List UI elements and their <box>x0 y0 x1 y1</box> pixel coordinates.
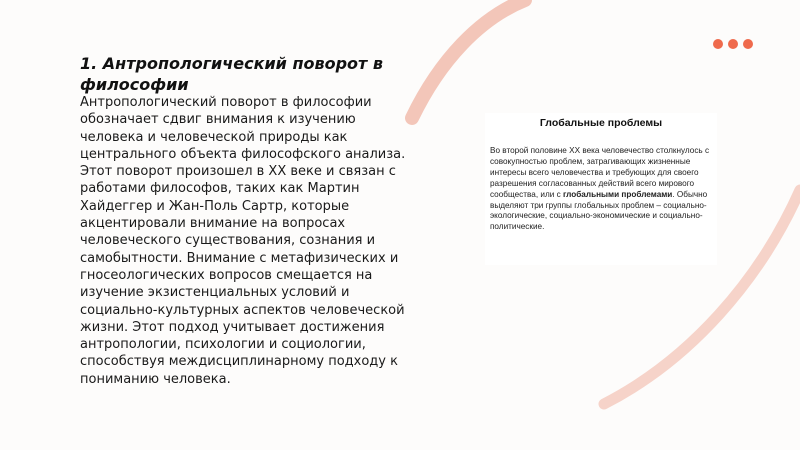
image-heading: Глобальные проблемы <box>539 117 663 129</box>
image-paragraph <box>490 146 710 233</box>
menu-dots <box>713 39 753 49</box>
top-arc <box>412 0 525 118</box>
dot-icon <box>743 39 753 49</box>
embedded-text-image <box>485 113 717 265</box>
slide-title: 1. Антропологический поворот в философии <box>80 54 384 94</box>
image-text-part2: . Обычно выделяют три группы глобальных проблем – социально-экологические, социально-экономические и социально-политические. <box>490 189 708 232</box>
dot-icon <box>728 39 738 49</box>
dot-icon <box>713 39 723 49</box>
slide-body-text: Антропологический поворот в философии обозначает сдвиг внимания к изучению человека и человеческой природы как центрального объекта философского анализа. Этот поворот произошел в XX веке и связан с работами философов, таких как Мартин Хайдеггер и Жан-Поль Сартр, которые акцентировали внимание на вопросах человеческого существования, сознания и самобытности. Внимание с метафизических и гносеологических вопросов смещается на изучение экзистенциальных условий и социально-культурных аспектов человеческой жизни. Этот подход учитывает достижения антропологии, психологии и социологии, способствуя междисциплинарному подходу к пониманию человека. <box>80 95 406 387</box>
image-text-bold: глобальными проблемами <box>562 189 673 199</box>
image-text-part1: Во второй половине XX века человечество столкнулось с совокупностью проблем, затрагивающих жизненные интересы всего человечества и требующих для своего разрешения согласованных действий всего мирового сообщества, или с <box>490 146 710 199</box>
